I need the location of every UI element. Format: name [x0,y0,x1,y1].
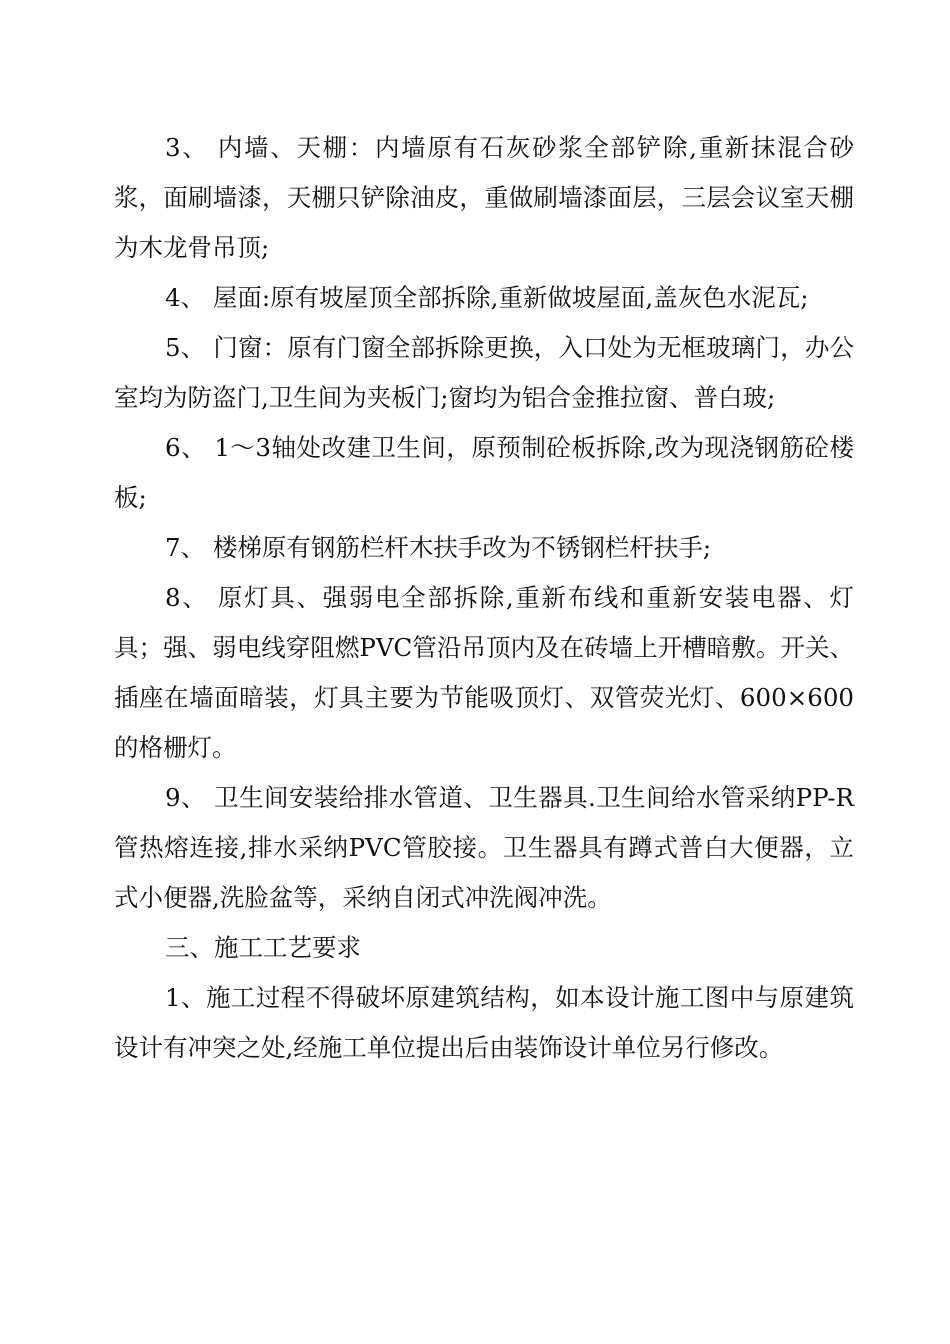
paragraph-item-8: 8、 原灯具、强弱电全部拆除,重新布线和重新安装电器、灯具；强、弱电线穿阻燃PVC管沿吊顶内及在砖墙上开槽暗敷。开关、插座在墙面暗装，灯具主要为节能吸顶灯、双管荧光灯、600×600的格栅灯。 [114,583,854,762]
document-page [114,123,854,1073]
paragraph-item-9: 9、 卫生间安装给排水管道、卫生器具.卫生间给水管采纳PP-R管热熔连接,排水采纳PVC管胶接。卫生器具有蹲式普白大便器，立式小便器,洗脸盆等，采纳自闭式冲洗阀冲洗。 [114,783,854,912]
section-heading: 三、施工工艺要求 [165,933,361,962]
paragraph-item-5: 5、 门窗：原有门窗全部拆除更换，入口处为无框玻璃门，办公室均为防盗门,卫生间为夹板门;窗均为铝合金推拉窗、普白玻; [114,333,854,412]
paragraph-requirement-1: 1、施工过程不得破坏原建筑结构，如本设计施工图中与原建筑设计有冲突之处,经施工单位提出后由装饰设计单位另行修改。 [114,983,854,1062]
paragraph-item-6: 6、 1～3轴处改建卫生间，原预制砼板拆除,改为现浇钢筋砼楼板; [114,433,854,512]
paragraph-item-4: 4、 屋面:原有坡屋顶全部拆除,重新做坡屋面,盖灰色水泥瓦; [165,283,809,312]
paragraph-item-3: 3、 内墙、天棚：内墙原有石灰砂浆全部铲除,重新抹混合砂浆，面刷墙漆，天棚只铲除油皮，重做刷墙漆面层，三层会议室天棚为木龙骨吊顶; [114,133,854,262]
paragraph-item-7: 7、 楼梯原有钢筋栏杆木扶手改为不锈钢栏杆扶手; [165,533,712,562]
